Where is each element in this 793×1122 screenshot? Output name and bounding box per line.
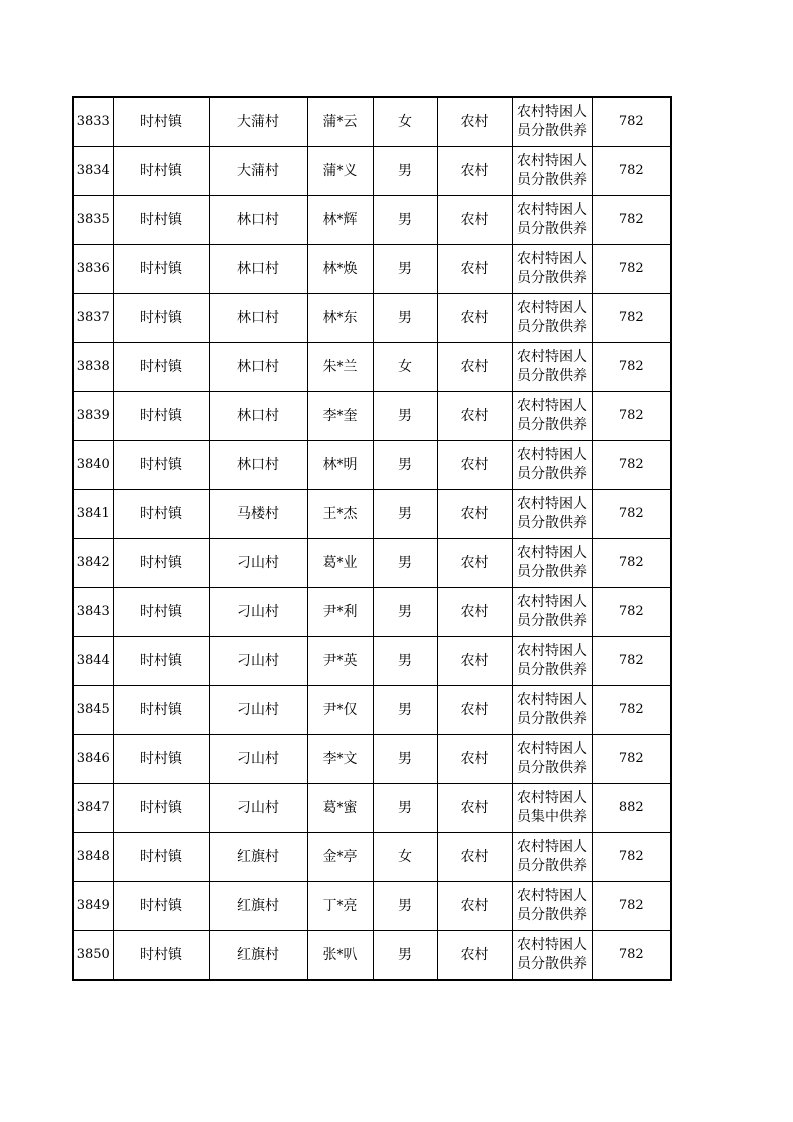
support-type-cell: [512, 931, 592, 981]
town-cell: 时村镇: [113, 294, 209, 343]
table-row: [73, 931, 671, 981]
gender-cell: 男: [373, 392, 437, 441]
record-id-cell: 3844: [73, 637, 113, 686]
gender-cell: 女: [373, 833, 437, 882]
record-id-cell: 3849: [73, 882, 113, 931]
record-id-cell: 3839: [73, 392, 113, 441]
village-cell: 马楼村: [209, 490, 307, 539]
village-cell: 刁山村: [209, 588, 307, 637]
table-row: [73, 147, 671, 196]
gender-cell: 男: [373, 686, 437, 735]
support-type-text: 农村特困人员分散供养: [517, 594, 587, 629]
town-cell: 时村镇: [113, 147, 209, 196]
record-id-cell: 3848: [73, 833, 113, 882]
table-row: [73, 686, 671, 735]
support-type-cell: [512, 637, 592, 686]
village-cell: 林口村: [209, 392, 307, 441]
person-name-cell: 丁*亮: [307, 882, 373, 931]
table-row: [73, 97, 671, 147]
support-type-text: 农村特困人员分散供养: [517, 937, 587, 972]
person-name-cell: 葛*蜜: [307, 784, 373, 833]
support-type-cell: [512, 245, 592, 294]
person-name-cell: 李*奎: [307, 392, 373, 441]
amount-cell: 782: [592, 637, 671, 686]
record-id-cell: 3837: [73, 294, 113, 343]
gender-cell: 男: [373, 294, 437, 343]
area-type-cell: 农村: [437, 196, 512, 245]
table-row: [73, 343, 671, 392]
area-type-cell: 农村: [437, 637, 512, 686]
area-type-cell: 农村: [437, 784, 512, 833]
support-type-text: 农村特困人员分散供养: [517, 300, 587, 335]
area-type-cell: 农村: [437, 294, 512, 343]
amount-cell: 782: [592, 882, 671, 931]
amount-cell: 782: [592, 490, 671, 539]
village-cell: 林口村: [209, 441, 307, 490]
table-row: [73, 784, 671, 833]
area-type-cell: 农村: [437, 97, 512, 147]
gender-cell: 男: [373, 735, 437, 784]
support-type-text: 农村特困人员分散供养: [517, 839, 587, 874]
table-row: [73, 196, 671, 245]
person-name-cell: 林*辉: [307, 196, 373, 245]
person-name-cell: 李*文: [307, 735, 373, 784]
area-type-cell: 农村: [437, 882, 512, 931]
table-row: [73, 637, 671, 686]
person-name-cell: 朱*兰: [307, 343, 373, 392]
record-id-cell: 3845: [73, 686, 113, 735]
gender-cell: 女: [373, 97, 437, 147]
record-id-cell: 3834: [73, 147, 113, 196]
support-type-text: 农村特困人员分散供养: [517, 643, 587, 678]
village-cell: 红旗村: [209, 931, 307, 981]
town-cell: 时村镇: [113, 245, 209, 294]
town-cell: 时村镇: [113, 784, 209, 833]
town-cell: 时村镇: [113, 196, 209, 245]
record-id-cell: 3843: [73, 588, 113, 637]
record-id-cell: 3836: [73, 245, 113, 294]
amount-cell: 782: [592, 735, 671, 784]
village-cell: 林口村: [209, 196, 307, 245]
town-cell: 时村镇: [113, 686, 209, 735]
person-name-cell: 林*东: [307, 294, 373, 343]
record-id-cell: 3833: [73, 97, 113, 147]
support-type-cell: [512, 196, 592, 245]
gender-cell: 男: [373, 147, 437, 196]
amount-cell: 782: [592, 588, 671, 637]
support-type-cell: [512, 97, 592, 147]
support-type-cell: [512, 784, 592, 833]
person-name-cell: 林*明: [307, 441, 373, 490]
recipient-table: [72, 96, 672, 981]
village-cell: 红旗村: [209, 882, 307, 931]
gender-cell: 女: [373, 343, 437, 392]
amount-cell: 782: [592, 294, 671, 343]
amount-cell: 782: [592, 343, 671, 392]
area-type-cell: 农村: [437, 539, 512, 588]
town-cell: 时村镇: [113, 882, 209, 931]
support-type-cell: [512, 147, 592, 196]
table-body: [73, 97, 671, 980]
support-type-text: 农村特困人员分散供养: [517, 888, 587, 923]
village-cell: 刁山村: [209, 784, 307, 833]
amount-cell: 782: [592, 833, 671, 882]
record-id-cell: 3846: [73, 735, 113, 784]
gender-cell: 男: [373, 882, 437, 931]
village-cell: 大蒲村: [209, 97, 307, 147]
table-row: [73, 441, 671, 490]
area-type-cell: 农村: [437, 343, 512, 392]
town-cell: 时村镇: [113, 392, 209, 441]
area-type-cell: 农村: [437, 490, 512, 539]
support-type-cell: [512, 392, 592, 441]
support-type-cell: [512, 686, 592, 735]
person-name-cell: 尹*英: [307, 637, 373, 686]
person-name-cell: 尹*仅: [307, 686, 373, 735]
gender-cell: 男: [373, 588, 437, 637]
support-type-cell: [512, 294, 592, 343]
gender-cell: 男: [373, 784, 437, 833]
village-cell: 红旗村: [209, 833, 307, 882]
gender-cell: 男: [373, 196, 437, 245]
area-type-cell: 农村: [437, 147, 512, 196]
record-id-cell: 3842: [73, 539, 113, 588]
person-name-cell: 葛*业: [307, 539, 373, 588]
table-row: [73, 490, 671, 539]
support-type-cell: [512, 441, 592, 490]
gender-cell: 男: [373, 245, 437, 294]
record-id-cell: 3850: [73, 931, 113, 981]
support-type-cell: [512, 882, 592, 931]
village-cell: 刁山村: [209, 539, 307, 588]
table-row: [73, 245, 671, 294]
amount-cell: 782: [592, 392, 671, 441]
town-cell: 时村镇: [113, 735, 209, 784]
support-type-text: 农村特困人员分散供养: [517, 202, 587, 237]
support-type-cell: [512, 343, 592, 392]
table-row: [73, 392, 671, 441]
amount-cell: 782: [592, 97, 671, 147]
table-row: [73, 735, 671, 784]
area-type-cell: 农村: [437, 588, 512, 637]
town-cell: 时村镇: [113, 490, 209, 539]
support-type-cell: [512, 539, 592, 588]
support-type-text: 农村特困人员分散供养: [517, 104, 587, 139]
support-type-text: 农村特困人员分散供养: [517, 496, 587, 531]
town-cell: 时村镇: [113, 588, 209, 637]
gender-cell: 男: [373, 931, 437, 981]
support-type-text: 农村特困人员分散供养: [517, 741, 587, 776]
record-id-cell: 3835: [73, 196, 113, 245]
table-row: [73, 882, 671, 931]
gender-cell: 男: [373, 637, 437, 686]
amount-cell: 782: [592, 245, 671, 294]
area-type-cell: 农村: [437, 245, 512, 294]
person-name-cell: 金*亭: [307, 833, 373, 882]
amount-cell: 782: [592, 931, 671, 981]
person-name-cell: 尹*利: [307, 588, 373, 637]
town-cell: 时村镇: [113, 931, 209, 981]
support-type-text: 农村特困人员分散供养: [517, 251, 587, 286]
amount-cell: 782: [592, 147, 671, 196]
support-type-text: 农村特困人员分散供养: [517, 153, 587, 188]
village-cell: 刁山村: [209, 637, 307, 686]
support-type-text: 农村特困人员分散供养: [517, 545, 587, 580]
village-cell: 林口村: [209, 294, 307, 343]
gender-cell: 男: [373, 539, 437, 588]
support-type-cell: [512, 588, 592, 637]
support-type-text: 农村特困人员分散供养: [517, 349, 587, 384]
amount-cell: 782: [592, 196, 671, 245]
person-name-cell: 林*焕: [307, 245, 373, 294]
amount-cell: 782: [592, 539, 671, 588]
area-type-cell: 农村: [437, 441, 512, 490]
table-row: [73, 294, 671, 343]
person-name-cell: 蒲*义: [307, 147, 373, 196]
town-cell: 时村镇: [113, 539, 209, 588]
town-cell: 时村镇: [113, 343, 209, 392]
area-type-cell: 农村: [437, 833, 512, 882]
town-cell: 时村镇: [113, 97, 209, 147]
area-type-cell: 农村: [437, 735, 512, 784]
town-cell: 时村镇: [113, 637, 209, 686]
village-cell: 刁山村: [209, 686, 307, 735]
gender-cell: 男: [373, 441, 437, 490]
support-type-text: 农村特困人员分散供养: [517, 692, 587, 727]
table-row: [73, 588, 671, 637]
amount-cell: 782: [592, 686, 671, 735]
village-cell: 大蒲村: [209, 147, 307, 196]
area-type-cell: 农村: [437, 686, 512, 735]
support-type-text: 农村特困人员集中供养: [517, 790, 587, 825]
area-type-cell: 农村: [437, 931, 512, 981]
town-cell: 时村镇: [113, 441, 209, 490]
record-id-cell: 3840: [73, 441, 113, 490]
support-type-text: 农村特困人员分散供养: [517, 447, 587, 482]
table-row: [73, 833, 671, 882]
area-type-cell: 农村: [437, 392, 512, 441]
town-cell: 时村镇: [113, 833, 209, 882]
support-type-cell: [512, 735, 592, 784]
village-cell: 林口村: [209, 245, 307, 294]
person-name-cell: 王*杰: [307, 490, 373, 539]
support-type-cell: [512, 833, 592, 882]
support-type-cell: [512, 490, 592, 539]
record-id-cell: 3841: [73, 490, 113, 539]
village-cell: 林口村: [209, 343, 307, 392]
record-id-cell: 3838: [73, 343, 113, 392]
table-row: [73, 539, 671, 588]
person-name-cell: 蒲*云: [307, 97, 373, 147]
support-type-text: 农村特困人员分散供养: [517, 398, 587, 433]
person-name-cell: 张*叭: [307, 931, 373, 981]
village-cell: 刁山村: [209, 735, 307, 784]
record-id-cell: 3847: [73, 784, 113, 833]
amount-cell: 782: [592, 441, 671, 490]
amount-cell: 882: [592, 784, 671, 833]
gender-cell: 男: [373, 490, 437, 539]
